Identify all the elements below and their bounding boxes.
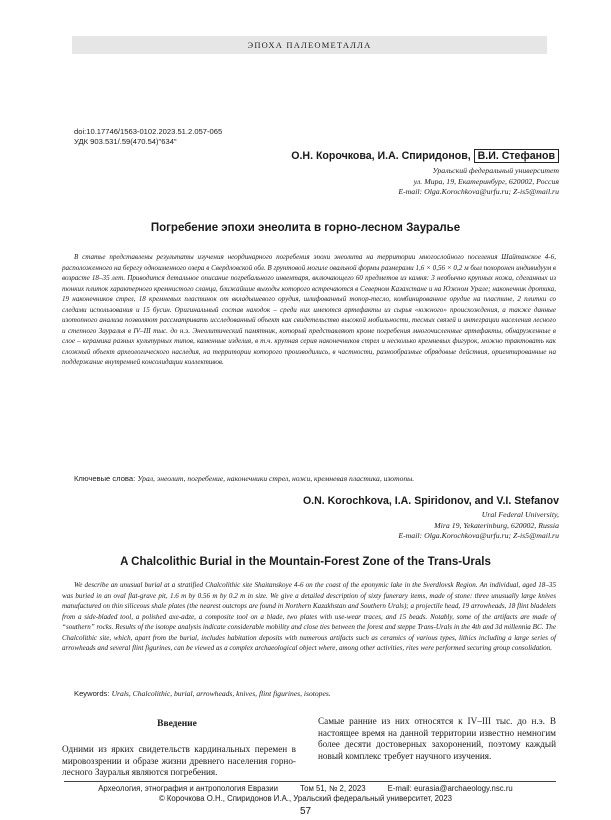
page-number: 57	[299, 806, 312, 817]
doi: doi:10.17746/1563-0102.2023.51.2.057-065	[74, 127, 223, 136]
affiliation-ru-line: ул. Мира, 19, Екатеринбург, 620002, Россия	[413, 176, 559, 186]
body-text-right: Самые ранние из них относятся к IV–III тыс. до н.э. В настоящее время на данной территории известно немногим более десяти достоверных захоронений, поэтому каждый новый комплекс требует научного изучения.	[318, 716, 556, 761]
affiliation-en-line: E-mail: Olga.Korochkova@urfu.ru; Z-is5@mail.ru	[398, 531, 559, 541]
authors-ru	[291, 150, 559, 162]
affiliation-en	[398, 510, 559, 542]
body-text-left: Одними из ярких свидетельств кардинальных перемен в мировоззрении и образе жизни древнего населения горно-лесного Зауралья являются погребения.	[62, 744, 296, 777]
title-en: A Chalcolithic Burial in the Mountain-Forest Zone of the Trans-Urals	[120, 556, 491, 568]
authors-ru-main: О.Н. Корочкова, И.А. Спиридонов,	[291, 150, 474, 162]
abstract-ru: В статье представлены результаты изучения неординарного погребения эпохи энеолита на территории многослойного поселения Шайтанское 4-6, расположенного на берегу одноименного озера в Свердловской обл. В грунтовой могиле овальной формы размерами 1,6 × 0,56 × 0,2 м был похоронен индивидуум в возрасте 18–35 лет. Приводится детальное описание погребального инвентаря, включающего 60 предметов из камня: 3 необычно крупных ножа, сделанных из тонких плиток характерного кремнистого сланца, ближайшие выходы которого встречаются в Северном Казахстане и на Южном Урале; наконечник дротика, 19 наконечников стрел, 18 кремневых пластинок от вкладышевого орудия, шлифованный топор-тесло, комбинированное орудие на пластине, 2 плитки со следами использования и 15 бусин. Оригинальный состав находок – среди них имеются артефакты из сырья «южного» происхождения, а также данные изотопного анализа позволяют рассматривать исследованный объект как свидетельство высокой мобильности, тесных связей и интеграции населения лесного и степного Зауралья в IV–III тыс. до н.э. Энеолитический памятник, который представляют кроме погребения многочисленные артефакты, обнаруженные в слое – керамика разных культурных типов, каменные изделия, в т.ч. крупная серия наконечников стрел и несколько кремневых фигурок, можно трактовать как сложный объект археологического наследия, на территории которого производились, в частности, разнообразные обрядовые действия, ориентированные на поддержание внутренней консолидации коллективов.	[62, 253, 556, 366]
abstract-en: We describe an unusual burial at a stratified Chalcolithic site Shaitanskoye 4-6 on the coast of the eponymic lake in the Sverdlovsk Region. An individual, aged 18–35 was buried in an oval flat-grave pit, 1.6 m by 0.56 m by 0.2 m in size. We give a detailed description of sixty funerary items, made of stone: three unusually large knives manufactured on thin siliceous shale plates (the nearest outcrops are found in Northern Kazakhstan and Southern Urals); a projectile head, 19 arrowheads, 18 flint bladelets from a side-bladed tool, a polished axe-adze, a composite tool on a blade, two plates with use-wear traces, and 15 beads. Notably, some of the artifacts are made of “southern” rocks. Results of the isotope analysis indicate considerable mobility and close ties between the forest and steppe Trans-Urals in the 4th and 3d millennia BC. The Chalcolithic site, which, apart from the burial, includes habitation deposits with numerous artifacts such as ceramics of various types, lithics including a large series of arrowheads and several flint figurines, can be viewed as a complex archaeological object where, among other activities, rites were performed securing group consolidation.	[62, 581, 556, 652]
running-header: ЭПОХА ПАЛЕОМЕТАЛЛА	[72, 36, 547, 54]
footer-email: E-mail: eurasia@archaeology.nsc.ru	[387, 784, 513, 793]
affiliation-en-line: Mira 19, Yekaterinburg, 620002, Russia	[434, 520, 559, 530]
affiliation-ru	[398, 166, 559, 198]
keywords-ru	[74, 474, 556, 484]
keywords-en	[74, 689, 556, 699]
affiliation-ru-line: Уральский федеральный университет	[432, 166, 559, 175]
keywords-ru-label: Ключевые слова:	[74, 474, 136, 483]
keywords-en-label: Keywords:	[74, 689, 110, 698]
title-ru: Погребение эпохи энеолита в горно-лесном Зауралье	[150, 222, 461, 234]
footer-journal: Археология, этнография и антропология Евразии	[98, 784, 278, 793]
keywords-en-value: Urals, Chalcolithic, burial, arrowheads, knives, flint figurines, isotopes.	[111, 689, 331, 698]
footer-volume: Том 51, № 2, 2023	[299, 784, 366, 793]
keywords-ru-value: Урал, энеолит, погребение, наконечники стрел, ножи, кремневая пластика, изотопы.	[137, 474, 415, 483]
affiliation-ru-line: E-mail: Olga.Korochkova@urfu.ru; Z-is5@mail.ru	[398, 187, 559, 197]
footer-journal-line	[0, 784, 611, 793]
footer-divider	[64, 781, 556, 782]
udk: УДК 903.531/.59(470.54)"634"	[74, 137, 177, 146]
article-identifiers	[74, 127, 222, 147]
authors-en: O.N. Korochkova, I.A. Spiridonov, and V.I. Stefanov	[302, 495, 559, 507]
section-title-introduction: Введение	[157, 719, 197, 729]
footer-copyright: © Корочкова О.Н., Спиридонов И.А., Уральский федеральный университет, 2023	[158, 794, 453, 803]
authors-ru-boxed: В.И. Стефанов	[474, 149, 559, 163]
affiliation-en-line: Ural Federal University,	[481, 510, 559, 519]
